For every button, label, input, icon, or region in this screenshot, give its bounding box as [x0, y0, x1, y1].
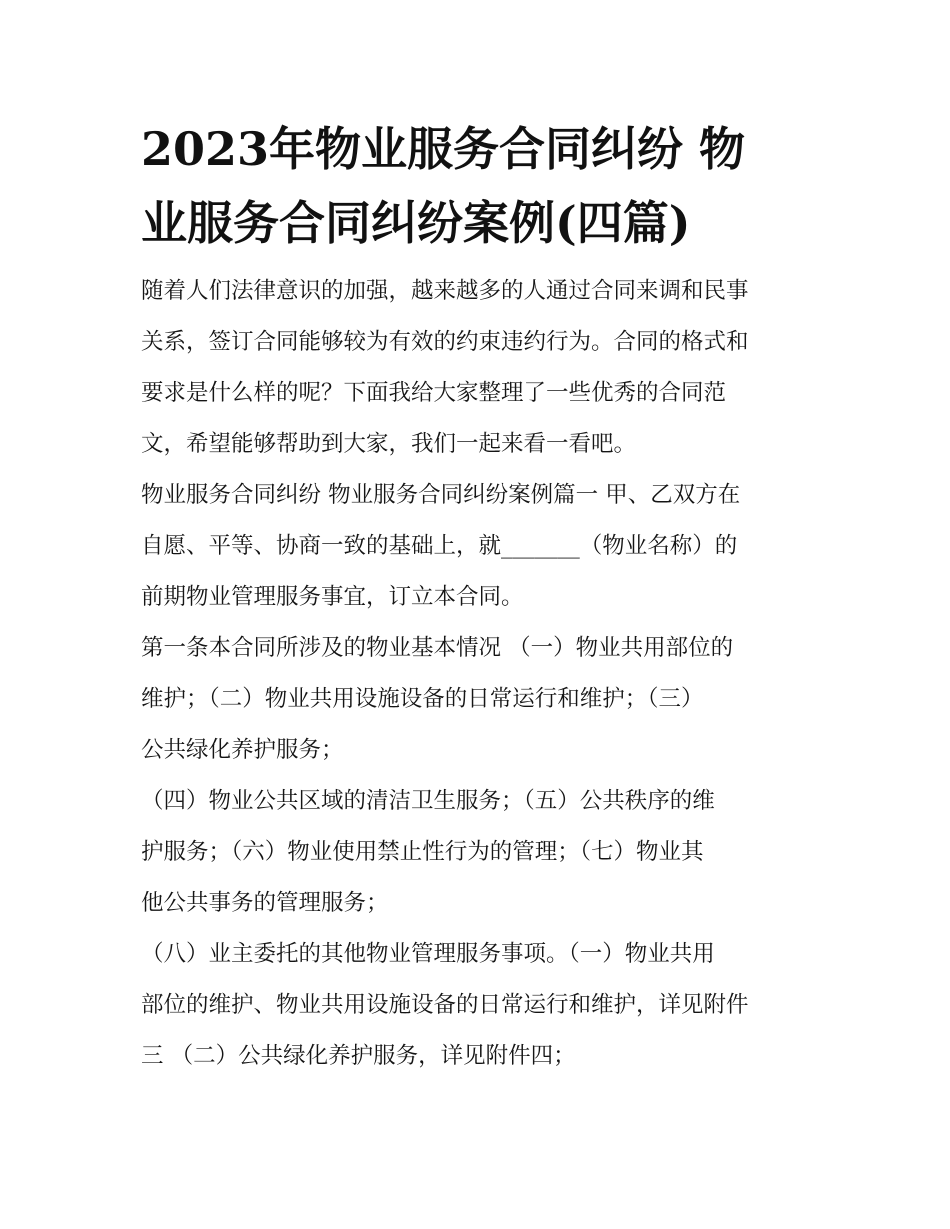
paragraph-service-items: （四）物业公共区域的清洁卫生服务；（五）公共秩序的维 护服务；（六）物业使用禁止性行为的管理；（七）物业其 他公共事务的管理服务；	[141, 788, 715, 916]
paragraph-service-details: （八）业主委托的其他物业管理服务事项。（一）物业共用 部位的维护、物业共用设施设备的日常运行和维护，详见附件 三 （二）公共绿化养护服务，详见附件四；	[141, 941, 749, 1069]
paragraph-contract-preamble: 物业服务合同纠纷 物业服务合同纠纷案例篇一 甲、乙双方在 自愿、平等、协商一致的基础上，就_______（物业名称）的 前期物业管理服务事宜，订立本合同。	[141, 482, 741, 610]
paragraph-intro: 随着人们法律意识的加强，越来越多的人通过合同来调和民事 关系，签订合同能够较为有效的约束违约行为。合同的格式和 要求是什么样的呢？下面我给大家整理了一些优秀的合同范 文，希望能够帮助到大家，我们一起来看一看吧。	[141, 278, 749, 457]
paragraph-article-one: 第一条本合同所涉及的物业基本情况 （一）物业共用部位的 维护；（二）物业共用设施设备的日常运行和维护；（三） 公共绿化养护服务；	[141, 635, 734, 763]
document-content	[141, 112, 813, 1082]
document-title: 2023年物业服务合同纠纷 物 业服务合同纠纷案例(四篇)	[141, 122, 746, 250]
